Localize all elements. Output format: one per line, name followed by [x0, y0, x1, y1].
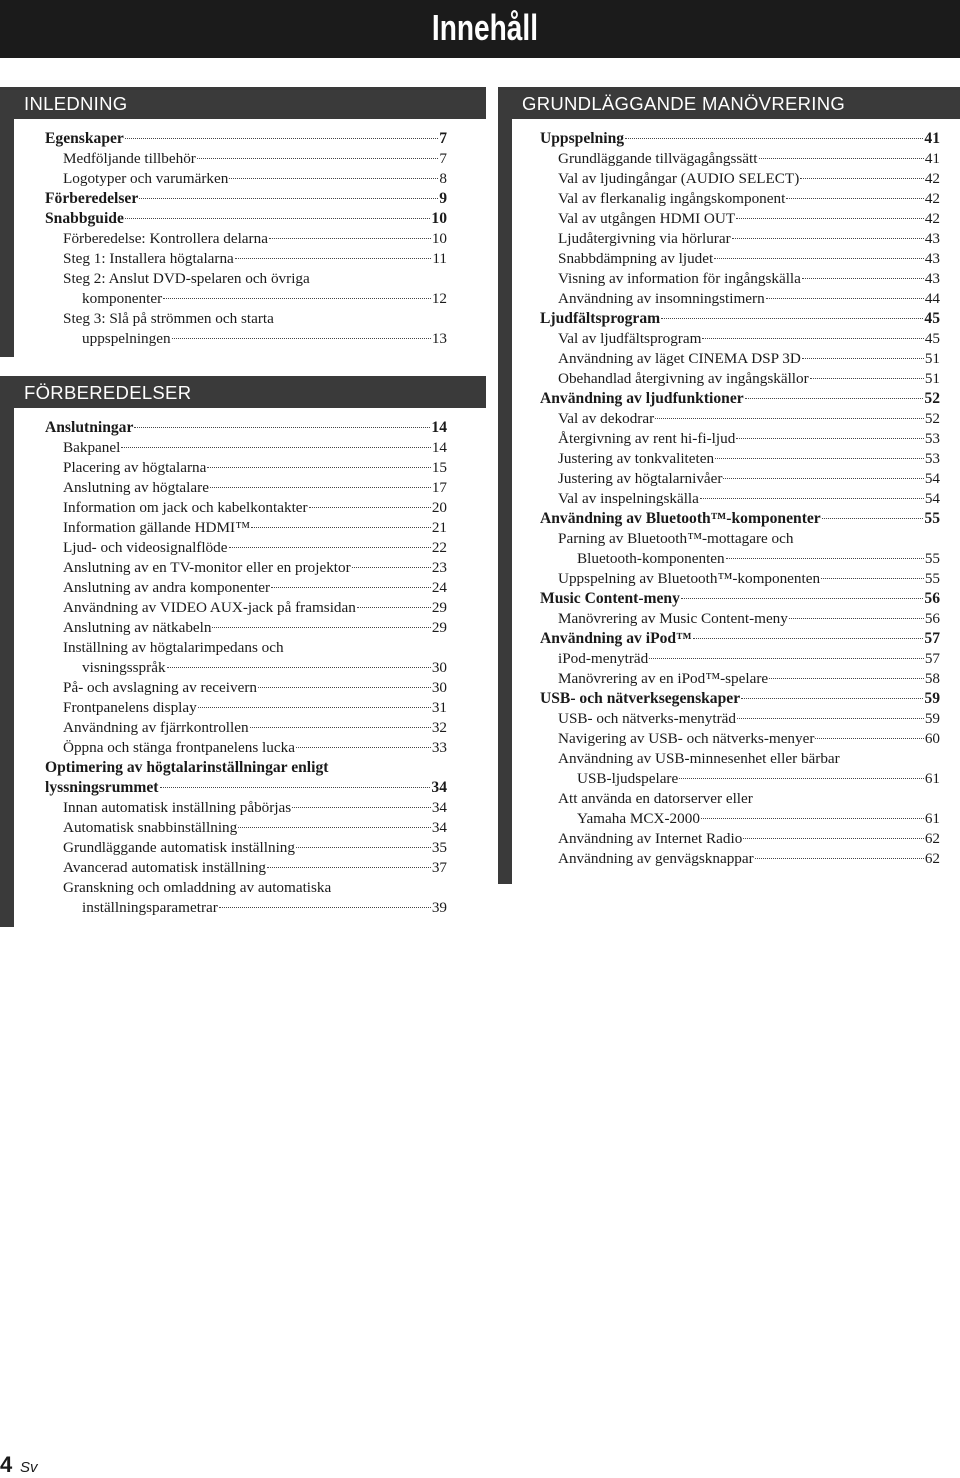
toc-entry-label: Justering av högtalarnivåer — [558, 470, 723, 487]
toc-entry-label: Logotyper och varumärken — [63, 170, 229, 187]
toc-entry-label: Grundläggande automatisk inställning — [63, 839, 295, 856]
toc-entry-label: Information om jack och kabelkontakter — [63, 499, 308, 516]
toc-entry-label: Uppspelning — [540, 130, 625, 147]
toc-entry[interactable] — [540, 309, 940, 329]
toc-entry[interactable] — [63, 249, 447, 269]
toc-entry-page: 52 — [924, 390, 940, 407]
toc-entry-page: 32 — [431, 719, 447, 736]
page-number: 4 — [0, 1452, 13, 1477]
toc-entry-label: inställningsparametrar — [82, 899, 218, 916]
toc-entry-page: 55 — [924, 510, 940, 527]
toc-entry[interactable] — [558, 489, 940, 509]
toc-entry[interactable] — [540, 629, 940, 649]
toc-entry-page: 12 — [431, 290, 447, 307]
toc-entry[interactable] — [558, 289, 940, 309]
toc-entry-page: 51 — [924, 350, 940, 367]
toc-entry[interactable] — [558, 229, 940, 249]
toc-entry[interactable] — [558, 169, 940, 189]
toc-entry-page: 34 — [431, 799, 447, 816]
toc-entry-page: 34 — [431, 819, 447, 836]
dot-leader — [737, 718, 924, 719]
toc-entry-page: 58 — [924, 670, 940, 687]
dot-leader — [743, 838, 924, 839]
toc-entry-label: Visning av information för ingångskälla — [558, 270, 801, 287]
toc-entry-label: Bluetooth-komponenten — [577, 550, 725, 567]
toc-entry-label: Användning av genvägsknappar — [558, 850, 754, 867]
toc-entry[interactable] — [558, 449, 940, 469]
toc-entry-page: 35 — [431, 839, 447, 856]
toc-entry[interactable] — [558, 369, 940, 389]
dot-leader — [800, 178, 924, 179]
toc-entry[interactable] — [45, 129, 447, 149]
toc-entry-label: Grundläggande tillvägagångssätt — [558, 150, 758, 167]
toc-entry-page: 42 — [924, 210, 940, 227]
toc-entry-page: 45 — [924, 310, 940, 327]
toc-entry-page: 15 — [431, 459, 447, 476]
page-title: Innehåll — [431, 7, 538, 48]
toc-entry-page: 10 — [431, 230, 447, 247]
dot-leader — [197, 158, 439, 159]
toc-entry-page: 33 — [431, 739, 447, 756]
dot-leader — [229, 178, 438, 179]
toc-entry[interactable] — [63, 698, 447, 718]
toc-entry-page: 29 — [431, 619, 447, 636]
toc-entry[interactable] — [82, 658, 447, 678]
toc-entry-label: Music Content-meny — [540, 590, 680, 607]
toc-entry-page: 55 — [924, 550, 940, 567]
section-header: INLEDNING — [0, 87, 486, 119]
toc-entry-label: Val av utgången HDMI OUT — [558, 210, 736, 227]
dot-leader — [296, 847, 431, 848]
toc-entry[interactable] — [45, 189, 447, 209]
toc-entry-label: Snabbguide — [45, 210, 124, 227]
toc-entry-label: iPod-menyträd — [558, 650, 649, 667]
toc-entry-label: Medföljande tillbehör — [63, 150, 196, 167]
toc-entry[interactable] — [63, 738, 447, 758]
dot-leader — [789, 618, 924, 619]
toc-entry-page: 13 — [431, 330, 447, 347]
toc-entry-label[interactable]: Inställning av högtalarimpedans och — [63, 639, 284, 656]
toc-entry[interactable] — [63, 169, 447, 189]
toc-entry-label: Obehandlad återgivning av ingångskällor — [558, 370, 809, 387]
toc-entry[interactable] — [558, 209, 940, 229]
toc-entry-label: Användning av fjärrkontrollen — [63, 719, 249, 736]
toc-entry[interactable] — [45, 209, 447, 229]
dot-leader — [229, 547, 431, 548]
toc-entry-page: 61 — [924, 770, 940, 787]
section-side-bar — [0, 408, 14, 927]
toc-entry[interactable] — [558, 249, 940, 269]
toc-entry-page: 62 — [924, 850, 940, 867]
toc-entry-page: 7 — [439, 150, 447, 167]
toc-entry[interactable] — [577, 809, 940, 829]
toc-entry[interactable] — [558, 189, 940, 209]
toc-entry[interactable] — [63, 598, 447, 618]
dot-leader — [134, 427, 430, 428]
toc-entry-label: Placering av högtalarna — [63, 459, 207, 476]
toc-entry-label: uppspelningen — [82, 330, 171, 347]
toc-entry-page: 29 — [431, 599, 447, 616]
toc-entry-page: 57 — [924, 630, 940, 647]
toc-entry-page: 56 — [924, 590, 940, 607]
dot-leader — [655, 418, 924, 419]
dot-leader — [700, 498, 924, 499]
toc-entry[interactable] — [577, 769, 940, 789]
toc-entry-page: 22 — [431, 539, 447, 556]
toc-entry[interactable] — [577, 549, 940, 569]
dot-leader — [139, 198, 438, 199]
toc-entry-page: 20 — [431, 499, 447, 516]
toc-entry[interactable] — [63, 798, 447, 818]
toc-entry-page: 62 — [924, 830, 940, 847]
toc-entry-page: 42 — [924, 170, 940, 187]
toc-entry-page: 30 — [431, 679, 447, 696]
section-header: FÖRBEREDELSER — [0, 376, 486, 408]
toc-entry-label[interactable]: Steg 2: Anslut DVD-spelaren och övriga — [63, 270, 310, 287]
dot-leader — [625, 138, 923, 139]
toc-entry[interactable] — [63, 838, 447, 858]
toc-entry-page: 37 — [431, 859, 447, 876]
toc-entry[interactable] — [558, 149, 940, 169]
toc-entry[interactable] — [63, 818, 447, 838]
toc-entry-label: Användning av Bluetooth™-komponenter — [540, 510, 821, 527]
section-header: GRUNDLÄGGANDE MANÖVRERING — [498, 87, 960, 119]
dot-leader — [741, 698, 923, 699]
dot-leader — [258, 687, 431, 688]
toc-entry-label: Snabbdämpning av ljudet — [558, 250, 714, 267]
dot-leader — [736, 218, 924, 219]
toc-entry-page: 42 — [924, 190, 940, 207]
toc-entry-page: 61 — [924, 810, 940, 827]
dot-leader — [769, 678, 924, 679]
toc-entry-label: Steg 1: Installera högtalarna — [63, 250, 234, 267]
toc-entry-label: Val av ljudfältsprogram — [558, 330, 702, 347]
toc-entry-page: 43 — [924, 230, 940, 247]
dot-leader — [212, 627, 430, 628]
toc-entry[interactable] — [63, 578, 447, 598]
toc-entry-label: Manövrering av en iPod™-spelare — [558, 670, 769, 687]
toc-entry-label: Yamaha MCX-2000 — [577, 810, 700, 827]
toc-entry-label[interactable]: Optimering av högtalarinställningar enligt — [45, 759, 329, 776]
dot-leader — [207, 467, 430, 468]
toc-entry-page: 14 — [431, 439, 447, 456]
toc-entry-label: Automatisk snabbinställning — [63, 819, 238, 836]
dot-leader — [745, 398, 924, 399]
toc-entry[interactable] — [540, 509, 940, 529]
toc-entry-page: 54 — [924, 490, 940, 507]
dot-leader — [766, 298, 924, 299]
toc-entry[interactable] — [63, 618, 447, 638]
dot-leader — [235, 258, 432, 259]
toc-entry[interactable] — [558, 609, 940, 629]
dot-leader — [210, 487, 431, 488]
toc-entry[interactable] — [558, 409, 940, 429]
dot-leader — [714, 258, 924, 259]
toc-entry[interactable] — [558, 849, 940, 869]
toc-entry-page: 51 — [924, 370, 940, 387]
toc-entry-label: Användning av insomningstimern — [558, 290, 765, 307]
toc-entry-page: 31 — [431, 699, 447, 716]
toc-entry-label: Anslutningar — [45, 419, 134, 436]
dot-leader — [296, 747, 431, 748]
toc-entry[interactable] — [558, 329, 940, 349]
dot-leader — [172, 338, 431, 339]
toc-entry-label: Anslutning av högtalare — [63, 479, 209, 496]
dot-leader — [125, 218, 431, 219]
dot-leader — [759, 158, 924, 159]
dot-leader — [702, 338, 923, 339]
dot-leader — [701, 818, 924, 819]
toc-entry-page: 60 — [924, 730, 940, 747]
dot-leader — [802, 278, 924, 279]
dot-leader — [755, 858, 924, 859]
toc-entry-page: 11 — [432, 250, 447, 267]
toc-entry-label: Val av ljudingångar (AUDIO SELECT) — [558, 170, 800, 187]
toc-entry-page: 53 — [924, 450, 940, 467]
dot-leader — [121, 447, 430, 448]
toc-entry-page: 45 — [924, 330, 940, 347]
dot-leader — [715, 458, 924, 459]
toc-entry[interactable] — [558, 469, 940, 489]
dot-leader — [810, 378, 924, 379]
dot-leader — [198, 707, 431, 708]
toc-entry-page: 44 — [924, 290, 940, 307]
toc-entry-label: Ljudåtergivning via hörlurar — [558, 230, 731, 247]
toc-entry-page: 17 — [431, 479, 447, 496]
dot-leader — [125, 138, 438, 139]
section-side-bar — [498, 119, 512, 884]
toc-entry-label: Uppspelning av Bluetooth™-komponenten — [558, 570, 821, 587]
toc-entry-page: 56 — [924, 610, 940, 627]
toc-entry-page: 59 — [924, 690, 940, 707]
dot-leader — [167, 667, 431, 668]
toc-entry-page: 30 — [431, 659, 447, 676]
toc-entry-label: Återgivning av rent hi-fi-ljud — [558, 430, 736, 447]
toc-entry-label: Val av flerkanalig ingångskomponent — [558, 190, 786, 207]
toc-entry-page: 14 — [431, 419, 447, 436]
toc-entry-label[interactable]: Att använda en datorserver eller — [558, 790, 753, 807]
toc-entry-label[interactable]: Granskning och omladdning av automatiska — [63, 879, 332, 896]
toc-entry-label: Användning av VIDEO AUX-jack på framsidan — [63, 599, 356, 616]
toc-entry[interactable] — [82, 289, 447, 309]
toc-entry-page: 34 — [431, 779, 447, 796]
dot-leader — [681, 598, 924, 599]
toc-entry[interactable] — [63, 438, 447, 458]
toc-entry[interactable] — [63, 458, 447, 478]
toc-entry[interactable] — [558, 649, 940, 669]
dot-leader — [661, 318, 923, 319]
dot-leader — [267, 867, 431, 868]
dot-leader — [269, 238, 431, 239]
toc-entry-label: Information gällande HDMI™ — [63, 519, 250, 536]
toc-entry[interactable] — [558, 709, 940, 729]
dot-leader — [309, 507, 431, 508]
toc-entry-page: 39 — [431, 899, 447, 916]
toc-entry-label: Anslutning av andra komponenter — [63, 579, 271, 596]
toc-entry-page: 7 — [439, 130, 447, 147]
dot-leader — [219, 907, 431, 908]
dot-leader — [786, 198, 923, 199]
toc-entry[interactable] — [558, 729, 940, 749]
dot-leader — [251, 527, 431, 528]
toc-entry-label: Användning av ljudfunktioner — [540, 390, 744, 407]
dot-leader — [736, 438, 924, 439]
toc-entry-label: Ljud- och videosignalflöde — [63, 539, 228, 556]
toc-entry-page: 23 — [431, 559, 447, 576]
toc-entry-label[interactable]: Steg 3: Slå på strömmen och starta — [63, 310, 274, 327]
toc-entry[interactable] — [558, 569, 940, 589]
toc-entry-page: 24 — [431, 579, 447, 596]
toc-entry-page: 43 — [924, 250, 940, 267]
toc-entry-page: 10 — [431, 210, 447, 227]
toc-entry[interactable] — [63, 678, 447, 698]
toc-entry-label: Avancerad automatisk inställning — [63, 859, 267, 876]
toc-entry[interactable] — [63, 858, 447, 878]
toc-entry-label: USB- och nätverks-menyträd — [558, 710, 736, 727]
toc-entry-label: Innan automatisk inställning påbörjas — [63, 799, 292, 816]
toc-entry-page: 43 — [924, 270, 940, 287]
toc-entry[interactable] — [63, 229, 447, 249]
toc-entry-page: 55 — [924, 570, 940, 587]
dot-leader — [292, 807, 431, 808]
toc-entry[interactable] — [63, 518, 447, 538]
toc-entry-page: 41 — [924, 150, 940, 167]
dot-leader — [163, 298, 431, 299]
toc-entry[interactable] — [540, 689, 940, 709]
toc-entry-label: Förberedelser — [45, 190, 139, 207]
toc-entry-page: 57 — [924, 650, 940, 667]
toc-entry[interactable] — [63, 718, 447, 738]
toc-entry-label: Frontpanelens display — [63, 699, 197, 716]
toc-entry-label: Val av dekodrar — [558, 410, 655, 427]
toc-entry-label: Val av inspelningskälla — [558, 490, 699, 507]
toc-entry-label: Anslutning av nätkabeln — [63, 619, 212, 636]
toc-entry[interactable] — [540, 389, 940, 409]
dot-leader — [238, 827, 431, 828]
toc-entry-label: USB-ljudspelare — [577, 770, 679, 787]
dot-leader — [160, 787, 431, 788]
toc-entry-label: Användning av läget CINEMA DSP 3D — [558, 350, 801, 367]
dot-leader — [250, 727, 431, 728]
toc-entry-page: 54 — [924, 470, 940, 487]
toc-entry[interactable] — [63, 149, 447, 169]
dot-leader — [352, 567, 431, 568]
toc-entry[interactable] — [82, 898, 447, 918]
toc-entry-page: 53 — [924, 430, 940, 447]
toc-entry-page: 41 — [924, 130, 940, 147]
toc-entry[interactable] — [558, 349, 940, 369]
toc-entry-label: Justering av tonkvaliteten — [558, 450, 715, 467]
section-side-bar — [0, 119, 14, 357]
toc-entry[interactable] — [558, 429, 940, 449]
toc-entry-page: 59 — [924, 710, 940, 727]
toc-entry-label: visningsspråk — [82, 659, 166, 676]
toc-entry-label: USB- och nätverksegenskaper — [540, 690, 741, 707]
toc-entry-page: 21 — [431, 519, 447, 536]
dot-leader — [649, 658, 924, 659]
toc-entry-label: lyssningsrummet — [45, 779, 159, 796]
toc-entry[interactable] — [558, 669, 940, 689]
toc-entry[interactable] — [63, 538, 447, 558]
toc-entry-label: Egenskaper — [45, 130, 124, 147]
toc-entry-label: Anslutning av en TV-monitor eller en projektor — [63, 559, 351, 576]
toc-entry-page: 9 — [439, 190, 447, 207]
toc-entry-label: Förberedelse: Kontrollera delarna — [63, 230, 268, 247]
toc-entry-label: På- och avslagning av receivern — [63, 679, 257, 696]
dot-leader — [815, 738, 923, 739]
toc-entry[interactable] — [558, 269, 940, 289]
toc-entry-page: 8 — [439, 170, 447, 187]
dot-leader — [723, 478, 923, 479]
toc-entry[interactable] — [558, 829, 940, 849]
toc-entry[interactable] — [540, 589, 940, 609]
dot-leader — [732, 238, 924, 239]
toc-entry[interactable] — [63, 498, 447, 518]
toc-entry[interactable] — [63, 478, 447, 498]
toc-entry-label: Navigering av USB- och nätverks-menyer — [558, 730, 815, 747]
toc-entry[interactable] — [63, 558, 447, 578]
dot-leader — [693, 638, 924, 639]
toc-entry-label: Användning av Internet Radio — [558, 830, 743, 847]
language-code: Sv — [20, 1459, 38, 1476]
toc-entry-label: Öppna och stänga frontpanelens lucka — [63, 739, 295, 756]
dot-leader — [271, 587, 431, 588]
toc-entry-label[interactable]: Användning av USB-minnesenhet eller bärbar — [558, 750, 840, 767]
dot-leader — [726, 558, 924, 559]
toc-entry[interactable] — [45, 418, 447, 438]
toc-entry-page: 52 — [924, 410, 940, 427]
dot-leader — [679, 778, 924, 779]
toc-entry-label: Ljudfältsprogram — [540, 310, 661, 327]
toc-entry[interactable] — [82, 329, 447, 349]
toc-entry[interactable] — [540, 129, 940, 149]
dot-leader — [802, 358, 924, 359]
toc-entry-label: Bakpanel — [63, 439, 121, 456]
dot-leader — [822, 518, 924, 519]
dot-leader — [357, 607, 431, 608]
toc-entry[interactable] — [45, 778, 447, 798]
toc-entry-label: Användning av iPod™ — [540, 630, 692, 647]
dot-leader — [821, 578, 924, 579]
toc-entry-label: komponenter — [82, 290, 163, 307]
toc-entry-label[interactable]: Parning av Bluetooth™-mottagare och — [558, 530, 794, 547]
toc-entry-label: Manövrering av Music Content-meny — [558, 610, 788, 627]
